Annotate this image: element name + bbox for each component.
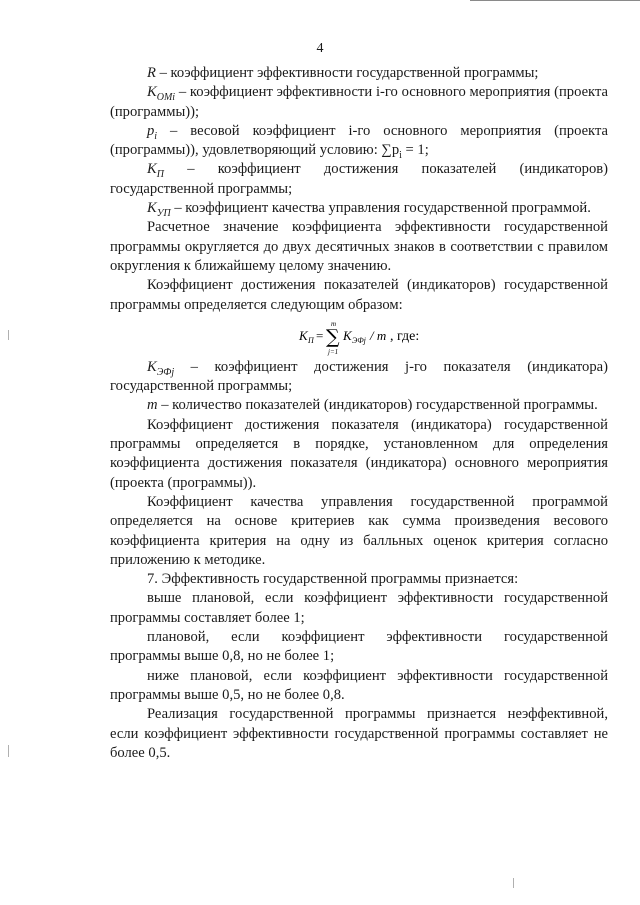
paragraph-quality: Коэффициент качества управления государственной программой определяется на основе критериев как сумма произведения весового коэффициента критерия на одну из балльных оценок критерия согласно приложению к методике.	[110, 493, 608, 568]
definition-kp: $K_П$ – коэффициент достижения показателей (индикаторов) государственной программы;	[110, 161, 608, 197]
formula-sum-lower: j=1	[328, 347, 339, 356]
paragraph-indicator: Коэффициент достижения показателя (индикатора) государственной программы определяется в порядке, установленном для определения коэффициента достижения показателя (индикатора) основного мероприятия (проекта (программы)).	[110, 416, 608, 491]
scan-mark	[513, 878, 514, 888]
paragraph-rounding: Расчетное значение коэффициента эффективности государственной программы округляется до двух десятичных знаков в соответствии с правилом округления к ближайшему целому значению.	[110, 219, 608, 274]
definition-m: m – количество показателей (индикаторов) государственной программы.	[147, 397, 598, 414]
formula-tail: , где:	[390, 328, 420, 344]
formula-sum-upper: m	[331, 319, 337, 328]
definition-komi: $K_{ОMi}$ – коэффициент эффективности i-го основного мероприятия (проекта (программы));	[110, 84, 608, 120]
formula-term: K	[343, 327, 352, 343]
paragraph-kp-definition: Коэффициент достижения показателей (индикаторов) государственной программы определяется следующим образом:	[110, 277, 608, 313]
formula-lhs-sub: П	[308, 335, 314, 345]
formula-sigma-icon: ∑	[326, 325, 340, 348]
paragraph-below-planned: ниже плановой, если коэффициент эффективности государственной программы выше 0,5, но не более 0,8.	[110, 667, 608, 703]
formula-kp	[110, 316, 608, 358]
formula-lhs: K	[299, 327, 308, 343]
paragraph-above-planned: выше плановой, если коэффициент эффективности государственной программы составляет более 1;	[110, 590, 608, 626]
scan-mark	[8, 330, 9, 340]
definition-r: R – коэффициент эффективности государственной программы;	[147, 65, 539, 81]
document-body	[110, 64, 608, 763]
page-number: 4	[316, 41, 324, 56]
formula-svg	[286, 316, 436, 358]
symbol-r: R	[147, 65, 156, 81]
paragraph-7: 7. Эффективность государственной программы признается:	[147, 571, 519, 588]
top-edge-line	[470, 0, 640, 1]
formula-divide: / m	[370, 327, 387, 343]
paragraph-planned: плановой, если коэффициент эффективности государственной программы выше 0,8, но не более 1;	[110, 629, 608, 665]
paragraph-ineffective: Реализация государственной программы признается неэффективной, если коэффициент эффективности государственной программы составляет не более 0,5.	[110, 706, 608, 761]
formula-equals: =	[316, 327, 324, 343]
definition-kefj: $K_{ЭФj}$ – коэффициент достижения j-го показателя (индикатора) государственной программы;	[110, 358, 608, 395]
scan-mark	[8, 745, 9, 757]
definition-pi: $p_i$ – весовой коэффициент i-го основного мероприятия (проекта (программы)), удовлетворяющий условию: $\sum p_i = 1$;	[110, 122, 608, 162]
formula-term-sub: ЭФj	[352, 335, 366, 345]
definition-kup: $K_{УП}$ – коэффициент качества управления государственной программой.	[147, 200, 591, 219]
